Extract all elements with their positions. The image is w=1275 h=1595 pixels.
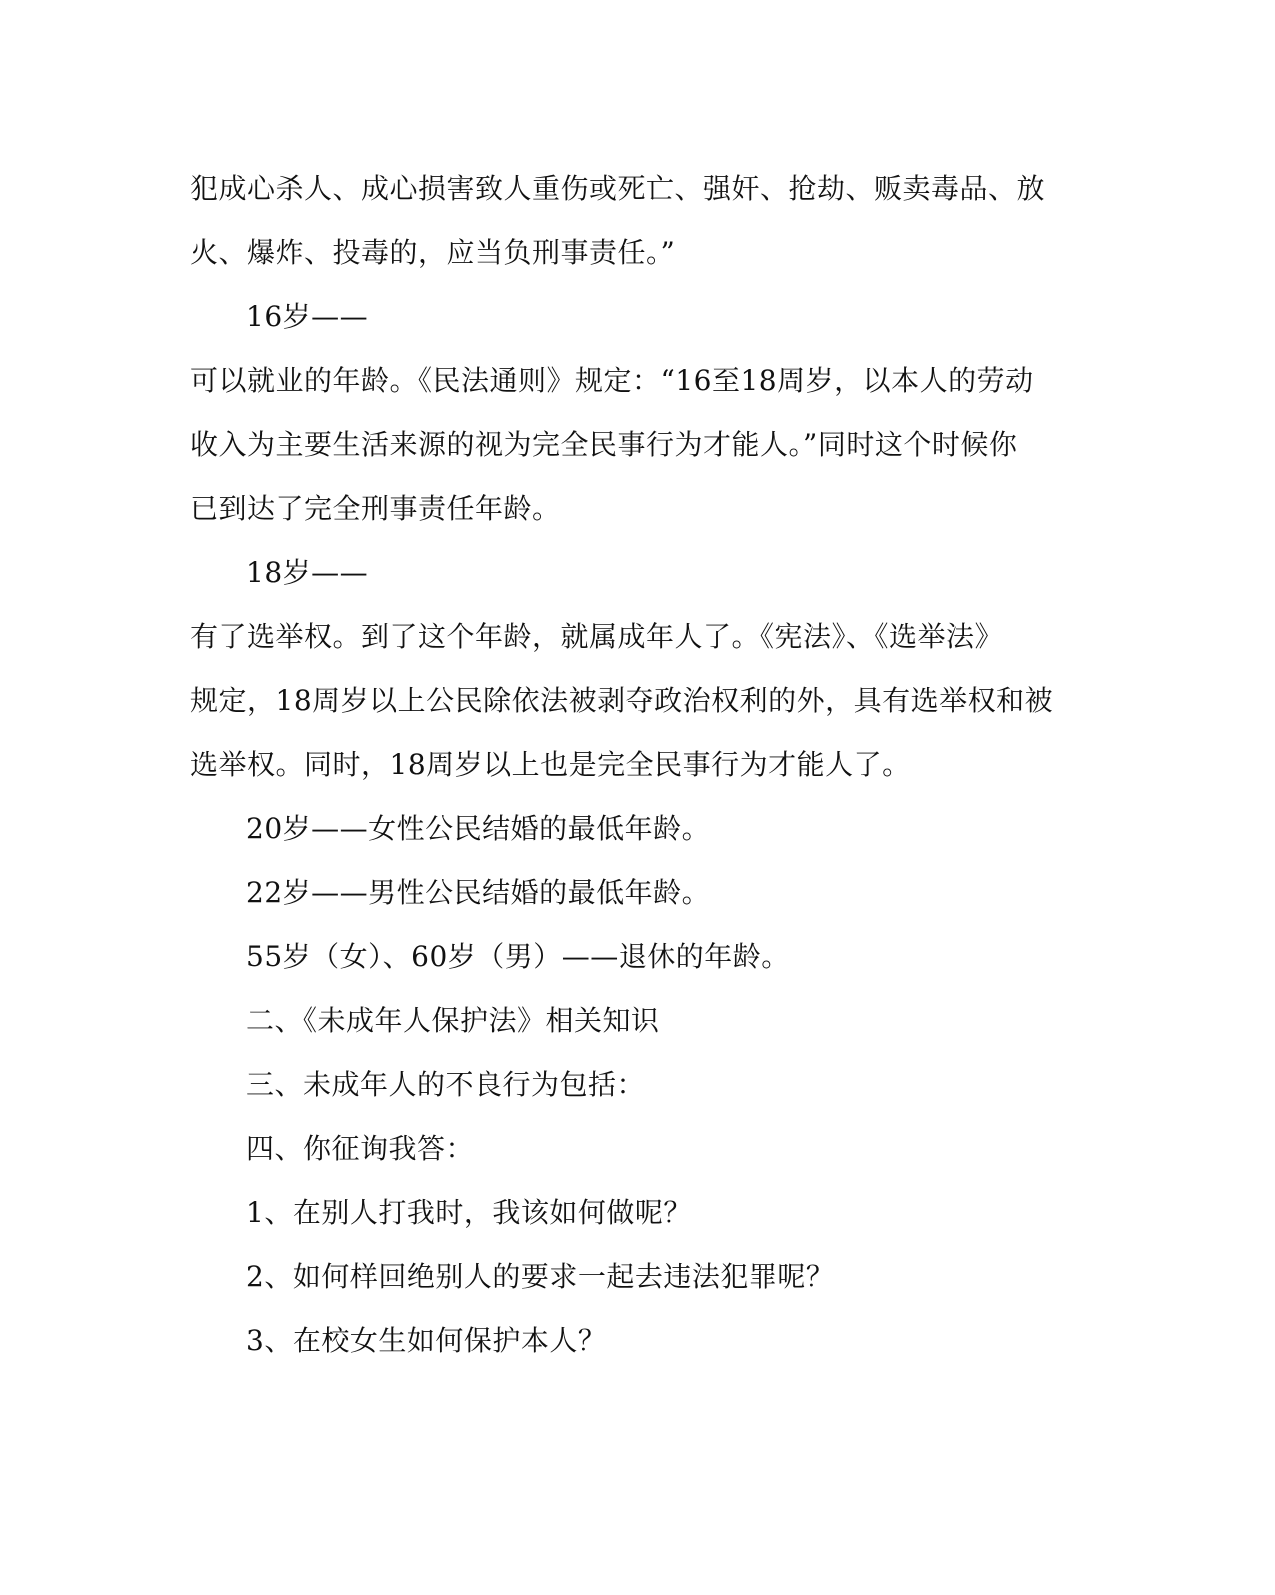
paragraph-line: 选举权。同时，18周岁以上也是完全民事行为才能人了。 bbox=[190, 748, 911, 781]
age-item-20: 20岁——女性公民结婚的最低年龄。 bbox=[246, 812, 711, 845]
question-item-3: 3、在校女生如何保护本人？ bbox=[246, 1324, 607, 1357]
section-heading-2: 二、《未成年人保护法》相关知识 bbox=[246, 1004, 660, 1037]
question-item-2: 2、如何样回绝别人的要求一起去违法犯罪呢？ bbox=[246, 1260, 835, 1293]
section-heading-3: 三、未成年人的不良行为包括： bbox=[246, 1068, 646, 1101]
age-item-retirement: 55岁（女）、60岁（男）——退休的年龄。 bbox=[246, 940, 790, 973]
paragraph-line: 有了选举权。到了这个年龄，就属成年人了。《宪法》、《选举法》 bbox=[190, 620, 1004, 653]
paragraph-line: 已到达了完全刑事责任年龄。 bbox=[190, 492, 561, 525]
paragraph-line: 规定，18周岁以上公民除依法被剥夺政治权利的外，具有选举权和被 bbox=[190, 684, 1054, 717]
age-heading-16: 16岁—— bbox=[246, 300, 369, 333]
question-item-1: 1、在别人打我时，我该如何做呢？ bbox=[246, 1196, 692, 1229]
section-heading-4: 四、你征询我答： bbox=[246, 1132, 475, 1165]
paragraph-line: 火、爆炸、投毒的，应当负刑事责任。” bbox=[190, 236, 676, 269]
paragraph-line: 犯成心杀人、成心损害致人重伤或死亡、强奸、抢劫、贩卖毒品、放 bbox=[190, 172, 1046, 205]
paragraph-line: 收入为主要生活来源的视为完全民事行为才能人。”同时这个时候你 bbox=[190, 428, 1018, 461]
paragraph-line: 可以就业的年龄。《民法通则》规定：“16至18周岁，以本人的劳动 bbox=[190, 364, 1034, 397]
age-heading-18: 18岁—— bbox=[246, 556, 369, 589]
age-item-22: 22岁——男性公民结婚的最低年龄。 bbox=[246, 876, 711, 909]
